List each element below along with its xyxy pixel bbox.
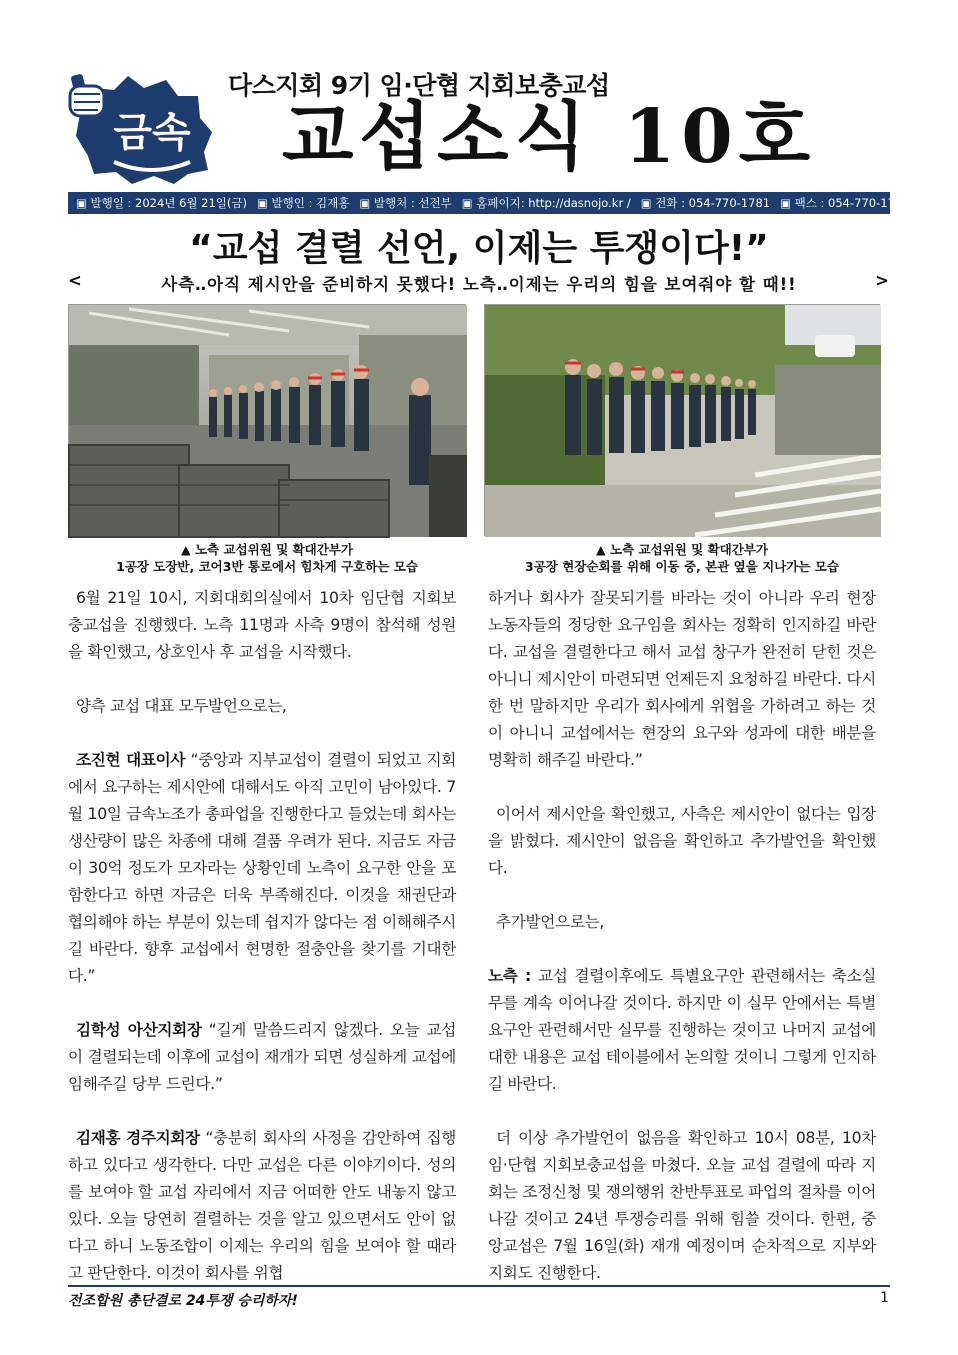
speech-ceo-text: “중앙과 지부교섭이 결렬이 되었고 지회에서 요구하는 제시안에 대해서도 아직 고민이 남아있다. 7월 10일 금속노조가 총파업을 진행한다고 들었는데 회사는 생산량이 많은 차종에 대해 결품 우려가 된다. 지금도 자금이 30억 정도가 모자라는 상황인데 노측이 요구한 안을 포함한다고 하면 자금은 더욱 부족해진다. 이것을 채권단과 협의해야 하는 부분이 있는데 쉽지가 않다는 점 이해해주시길 바란다. 향후 교섭에서 현명한 절충안을 찾기를 기대한다.” (68, 751, 456, 985)
speaker-asan: 김학성 아산지회장 (76, 1021, 202, 1039)
footer-divider (68, 1285, 890, 1287)
fax: ▣ 팩스 : 054-770-1780 (780, 196, 910, 210)
article-column-right (488, 585, 876, 1287)
speech-gyeongju-text: “충분히 회사의 사정을 감안하여 집행하고 있다고 생각한다. 다만 교섭은 다른 이야기이다. 성의를 보여야 할 교섭 자리에서 지금 어떠한 안도 내놓지 않고 있다. 오늘 당연히 결렬하는 것을 알고 있으면서도 안이 없다고 하니 노동조합이 이제는 우리의 힘을 보여야 할 때라고 판단한다. 이것이 회사를 위협 (68, 1129, 456, 1282)
page-number: 1 (880, 1290, 889, 1306)
photo-caption-right (484, 541, 880, 575)
caption-left-line2: 1공장 도장반, 코어3반 통로에서 힘차게 구호하는 모습 (116, 559, 418, 574)
article-intro: 6월 21일 10시, 지회대회의실에서 10차 임단협 지회보충교섭을 진행했다. 노측 11명과 사측 9명이 참석해 성원을 확인했고, 상호인사 후 교섭을 시작했다. (68, 589, 456, 661)
publisher: ▣ 발행인 : 김재홍 (256, 196, 350, 210)
caption-right-line1: ▲ 노측 교섭위원 및 확대간부가 (596, 542, 768, 557)
speaker-union: 노측 : (488, 967, 531, 985)
speaker-gyeongju: 김재홍 경주지회장 (76, 1129, 200, 1147)
photo-march-tour (484, 304, 880, 536)
publication-info-bar (68, 192, 910, 214)
footer-slogan: 전조합원 총단결로 24투쟁 승리하자! (68, 1293, 298, 1309)
publishing-dept: ▣ 발행처 : 선전부 (359, 196, 452, 210)
headline: “교섭 결렬 선언, 이제는 투쟁이다!” (189, 228, 769, 269)
speech-ceo (68, 747, 456, 990)
speaker-ceo: 조진현 대표이사 (76, 751, 186, 769)
subheadline (68, 271, 890, 295)
photo-caption-left (68, 541, 466, 575)
union-fist-gear-icon (66, 66, 216, 186)
caption-left-line1: ▲ 노측 교섭위원 및 확대간부가 (181, 542, 353, 557)
subheadline-open: < (68, 271, 83, 290)
speech-asan-text: “길게 말씀드리지 않겠다. 오늘 교섭이 결렬되는데 이후에 교섭이 재개가 되면 성실하게 교섭에 임해주길 당부 드린다.” (68, 1021, 456, 1093)
subheadline-text: 사측‥아직 제시안을 준비하지 못했다! 노측‥이제는 우리의 힘을 보여줘야 할 때!! (161, 275, 797, 294)
newsletter-title: 교섭소식 10호 (282, 94, 817, 180)
speech-union-text: 교섭 결렬이후에도 특별요구안 관련해서는 축소실무를 계속 이어나갈 것이다. 하지만 이 실무 안에서는 특별요구안 관련해서만 실무를 진행하는 것이고 나머지 교섭에 대한 내용은 교섭 테이블에서 논의할 것이니 그렇게 인지하길 바란다. (488, 967, 877, 1093)
factory-rally-image (69, 305, 467, 537)
logo-text: 금속 (113, 110, 191, 156)
union-logo (66, 66, 216, 186)
header-subtitle: 다스지회 9기 임·단협 지회보충교섭 (228, 71, 610, 100)
speech-asan (68, 1017, 456, 1098)
article-conclusion: 더 이상 추가발언이 없음을 확인하고 10시 08분, 10차 임·단협 지회보충교섭을 마쳤다. 오늘 교섭 결렬에 따라 지회는 조정신청 및 쟁의행위 찬반투표로 파업의 절차를 이어나갈 것이고 24년 투쟁승리를 위해 힘쓸 것이다. 한편, 중앙교섭은 7월 16일(화) 재개 예정이며 순차적으로 지부와 지회도 진행한다. (488, 1129, 876, 1282)
caption-right-line2: 3공장 현장순회를 위해 이동 중, 본관 옆을 지나가는 모습 (525, 559, 839, 574)
article-column-left (68, 585, 456, 1287)
phone: ▣ 전화 : 054-770-1781 (640, 196, 771, 210)
photo-factory-rally (68, 304, 466, 536)
subheadline-close: > (875, 271, 890, 290)
speech-union (488, 963, 876, 1098)
article-proposal-check: 이어서 제시안을 확인했고, 사측은 제시안이 없다는 입장을 밝혔다. 제시안이 없음을 확인하고 추가발언을 확인했다. (488, 805, 876, 877)
speech-gyeongju (68, 1125, 456, 1287)
march-tour-image (485, 305, 881, 537)
publish-date: ▣ 발행일 : 2024년 6월 21일(금) (76, 196, 247, 210)
article-additional-remarks: 추가발언으로는, (496, 913, 605, 931)
article-opening-remarks: 양측 교섭 대표 모두발언으로는, (76, 697, 287, 715)
speech-gyeongju-cont: 하거나 회사가 잘못되기를 바라는 것이 아니라 우리 현장 노동자들의 정당한 요구임을 회사는 정확히 인지하길 바란다. 교섭을 결렬한다고 해서 교섭 창구가 완전히 닫힌 것은 아니니 제시안이 마련되면 언제든지 요청하길 바란다. 다시 한 번 말하지만 우리가 회사에게 위협을 가하려고 하는 것이 아니니 교섭에서는 현장의 요구와 성과에 대한 배분을 명확히 해주길 바란다.” (488, 589, 876, 769)
homepage: ▣ 홈페이지: http://dasnojo.kr / (461, 196, 631, 210)
